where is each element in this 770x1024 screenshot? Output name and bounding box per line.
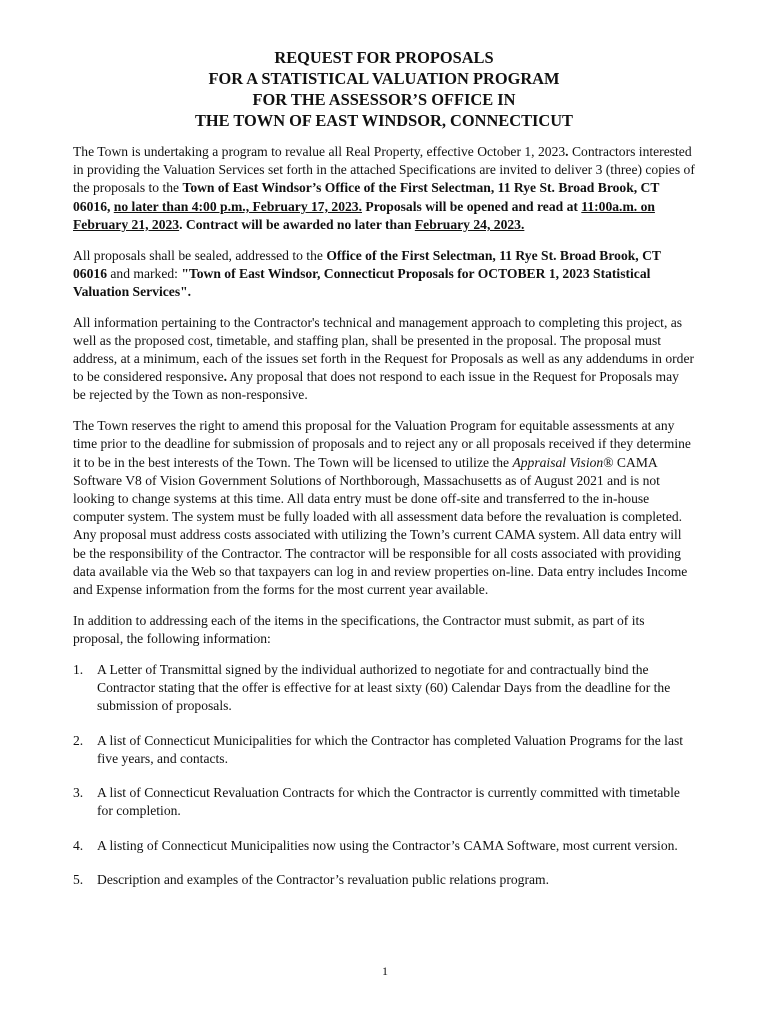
list-item-text: A list of Connecticut Municipalities for which the Contractor has completed Valuation Programs for the last five years, and contacts. xyxy=(97,732,684,766)
requirements-list xyxy=(73,661,695,889)
sealing-paragraph xyxy=(73,247,695,302)
marked-text: and marked: xyxy=(106,265,182,281)
list-item-number: 4. xyxy=(73,837,84,853)
software-name: Appraisal Vision xyxy=(512,454,604,470)
opening-text: Proposals will be opened and read at xyxy=(362,198,582,214)
list-item-text: A list of Connecticut Revaluation Contracts for which the Contractor is currently committed with timetable for completion. xyxy=(97,785,680,819)
list-item xyxy=(73,837,695,855)
list-item xyxy=(73,871,695,889)
intro-paragraph xyxy=(73,143,695,234)
list-item-number: 5. xyxy=(73,871,84,887)
title-line-4: THE TOWN OF EAST WINDSOR, CONNECTICUT xyxy=(195,111,573,130)
list-item xyxy=(73,661,695,716)
requirements-intro: In addition to addressing each of the items in the specifications, the Contractor must submit, as part of its proposal, the following information: xyxy=(73,612,645,646)
list-item-number: 2. xyxy=(73,732,84,748)
proposal-marking: "Town of East Windsor, Connecticut Proposals for OCTOBER 1, 2023 Statistical Valuation Services". xyxy=(73,265,651,299)
selectman-address: Office of the First Selectman, 11 Rye St. Broad Brook, CT 06016 xyxy=(73,247,661,281)
delivery-address: Town of East Windsor’s Office of the First Selectman, 11 Rye St. Broad Brook, CT 06016, xyxy=(73,180,660,214)
reservation-text-2: ® CAMA Software V8 of Vision Government Solutions of Northborough, Massachusetts as of August 2021 and is not looking to change systems at this time. All data entry must be done off-site and transferred to the in-house computer system. The system must be fully loaded with all assessment data before the revaluation is completed. Any proposal must address costs associated with utilizing the Town’s current CAMA system. All data entry will be the responsibility of the Contractor. The contractor will be responsible for all costs associated with providing data available via the Web so that taxpayers can log in and review properties on-line. Data entry includes Income and Expense information from the forms for the most current year available. xyxy=(73,454,688,597)
list-item-number: 3. xyxy=(73,785,84,801)
information-text: All information pertaining to the Contractor's technical and management approach to completing this project, as well as the proposed cost, timetable, and staffing plan, shall be presented in the proposal. The proposal must address, at a minimum, each of the issues set forth in the Request for Proposals as well as any addendums in order to be considered responsive xyxy=(73,314,695,385)
intro-text-2: Contractors interested in providing the Valuation Services set forth in the attached Specifications are invited to deliver 3 (three) copies of the proposals to the xyxy=(73,144,695,196)
title-line-1: REQUEST FOR PROPOSALS xyxy=(274,48,494,67)
award-text: . Contract will be awarded no later than xyxy=(179,216,415,232)
title-line-3: FOR THE ASSESSOR’S OFFICE IN xyxy=(252,90,516,109)
reservation-text: The Town reserves the right to amend this proposal for the Valuation Program for equitable assessments at any time prior to the deadline for submission of proposals and to reject any or all proposals received if they determine it to be in the best interests of the Town. The Town will be licensed to utilize the xyxy=(73,418,691,470)
sealing-text: All proposals shall be sealed, addressed to the xyxy=(73,247,327,263)
title-line-2: FOR A STATISTICAL VALUATION PROGRAM xyxy=(208,69,560,88)
reservation-paragraph xyxy=(73,417,695,599)
intro-period: . xyxy=(565,144,569,159)
information-period: . xyxy=(223,369,228,385)
opening-on: on xyxy=(640,198,655,214)
page-number: 1 xyxy=(382,964,388,978)
list-item-text: Description and examples of the Contractor’s revaluation public relations program. xyxy=(97,871,549,887)
information-paragraph xyxy=(73,314,695,405)
award-date: February 24, 2023. xyxy=(414,216,525,232)
list-item xyxy=(73,784,695,820)
list-item-text: A Letter of Transmittal signed by the individual authorized to negotiate for and contractually bind the Contractor stating that the offer is effective for at least sixty (60) Calendar Days from the deadline for the submission of proposals. xyxy=(97,662,671,714)
deadline-date: no later than 4:00 p.m., February 17, 2023. xyxy=(113,198,362,214)
list-item-text: A listing of Connecticut Municipalities now using the Contractor’s CAMA Software, most current version. xyxy=(97,837,678,853)
list-item-number: 1. xyxy=(73,662,84,678)
page-title xyxy=(73,47,695,131)
list-item xyxy=(73,732,695,768)
opening-time: 11:00a.m. xyxy=(581,198,641,214)
document-page xyxy=(73,47,695,905)
information-text-2: Any proposal that does not respond to each issue in the Request for Proposals may be rejected by the Town as non-responsive. xyxy=(73,369,679,403)
opening-date: February 21, 2023 xyxy=(73,216,180,232)
intro-text: The Town is undertaking a program to revalue all Real Property, effective October 1, 2023 xyxy=(73,144,566,159)
